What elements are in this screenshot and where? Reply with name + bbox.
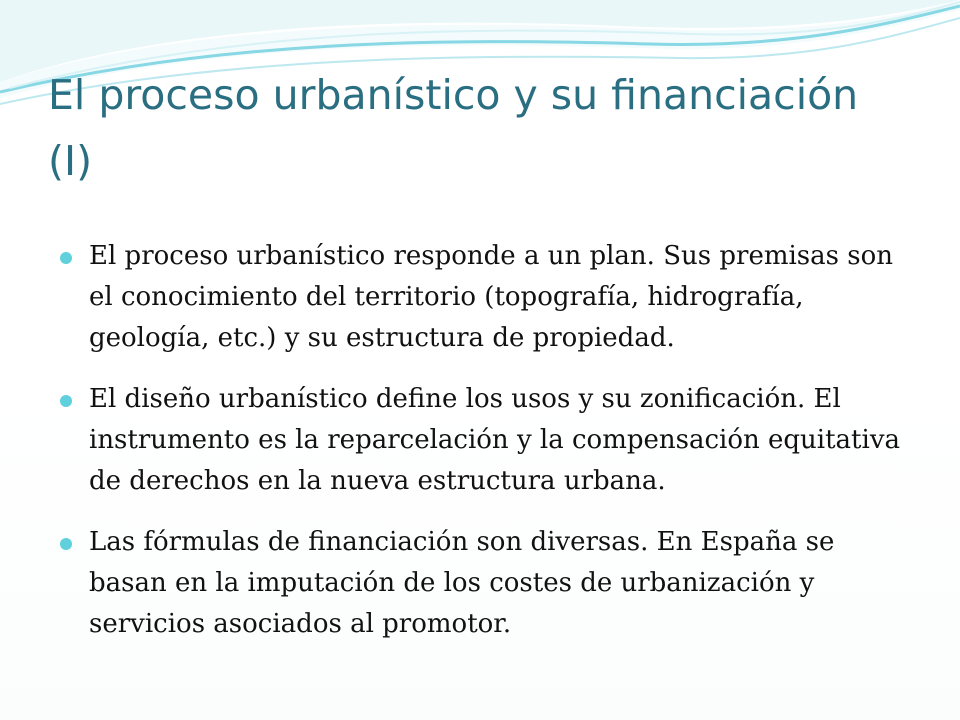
bullet-item bbox=[60, 379, 910, 502]
bullet-dot-icon bbox=[60, 395, 72, 407]
bullet-item bbox=[60, 236, 910, 359]
bullet-list bbox=[60, 236, 910, 665]
bullet-dot-icon bbox=[60, 538, 72, 550]
bullet-dot-icon bbox=[60, 252, 72, 264]
bullet-text: El proceso urbanístico responde a un plan. Sus premisas son el conocimiento del territorio (topografía, hidrografía, geología, etc.) y su estructura de propiedad. bbox=[89, 241, 893, 353]
slide-title: El proceso urbanístico y su financiación (I) bbox=[48, 71, 859, 185]
bullet-text: Las fórmulas de financiación son diversas. En España se basan en la imputación de los costes de urbanización y servicios asociados al promotor. bbox=[89, 527, 835, 639]
bullet-item bbox=[60, 522, 910, 645]
bullet-text: El diseño urbanístico define los usos y su zonificación. El instrumento es la reparcelación y la compensación equitativa de derechos en la nueva estructura urbana. bbox=[89, 384, 901, 496]
